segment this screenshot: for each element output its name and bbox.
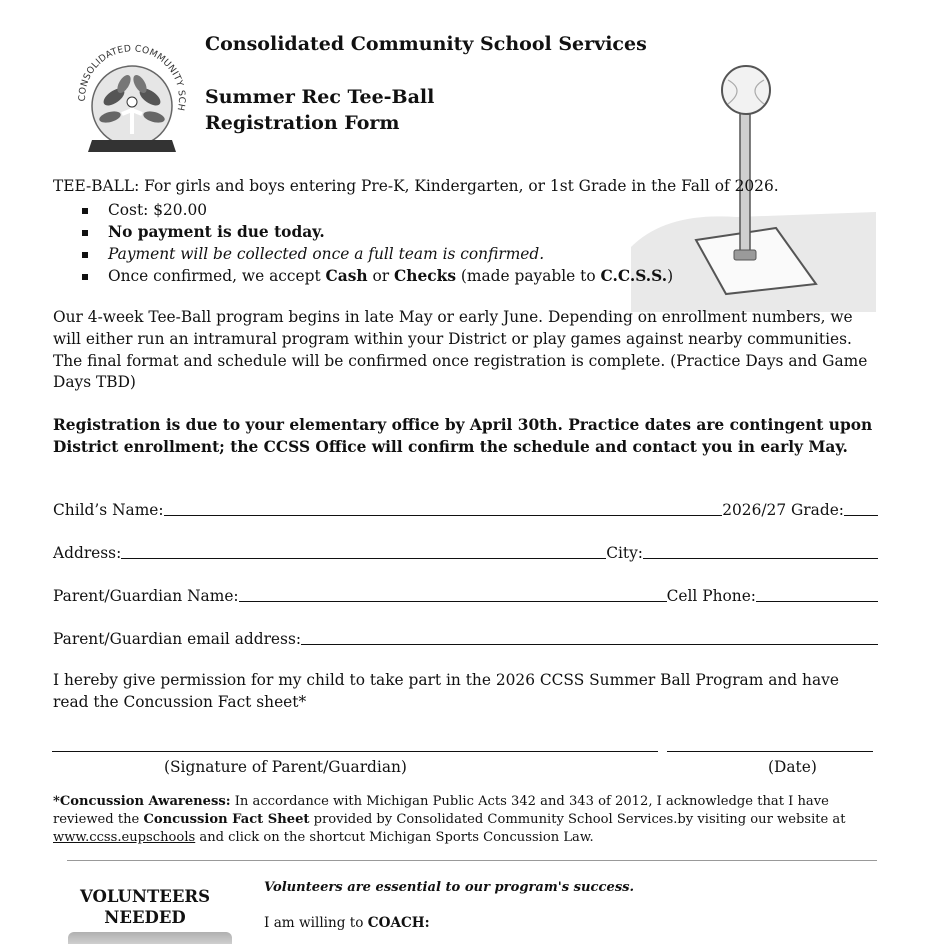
bullet-collected: Payment will be collected once a full team is confirmed. [53,243,673,265]
registration-paragraph: Registration is due to your elementary office by April 30th. Practice dates are contingent upon District enrollment; the CCSS Office will confirm the schedule and contact you in early May. [53,416,873,456]
concussion-notice: *Concussion Awareness: In accordance with Michigan Public Acts 342 and 343 of 2012, I acknowledge that I have reviewed the Concussion Fact Sheet provided by Consolidated Community School Services.by visiting our website at www.ccss.eupschools and click on the shortcut Michigan Sports Concussion Law. [53,794,846,846]
cell-phone-field[interactable] [756,601,878,602]
city-field[interactable] [643,558,878,559]
date-label: (Date) [768,758,817,776]
permission-statement: I hereby give permission for my child to take part in the 2026 CCSS Summer Ball Program and have read the Concussion Fact sheet* [53,671,839,711]
website-link[interactable]: www.ccss.eupschools [53,830,196,846]
grade-field[interactable] [844,515,878,516]
bullet-accept: Once confirmed, we accept Cash or Checks (made payable to C.C.S.S.) [53,265,673,287]
signature-label: (Signature of Parent/Guardian) [164,758,407,776]
email-field[interactable] [301,644,878,645]
volunteer-image [68,932,232,944]
volunteers-heading-line-1: VOLUNTEERS [79,887,211,906]
payment-bullets [53,199,673,287]
date-field[interactable] [667,751,873,752]
intro-lead: TEE-BALL: [53,177,140,195]
cell-phone-label: Cell Phone: [666,587,756,605]
grade-label: 2026/27 Grade: [722,501,844,519]
coach-label: COACH: [367,915,430,931]
email-row [53,626,878,648]
volunteers-note: Volunteers are essential to our program's success. [264,880,635,895]
program-paragraph: Our 4-week Tee-Ball program begins in late May or early June. Depending on enrollment numbers, we will either run an intramural program within your District or play games against nearby communities. The final format and schedule will be confirmed once registration is complete. (Practice Days and Game Days TBD) [53,308,868,392]
form-title [205,84,434,136]
intro-text: For girls and boys entering Pre-K, Kindergarten, or 1st Grade in the Fall of 2026. [139,177,779,195]
section-divider [67,860,877,861]
intro-line [53,177,779,195]
city-label: City: [606,544,643,562]
logo-arc-text: CONSOLIDATED COMMUNITY SCH [76,43,188,112]
child-info-row [53,497,878,519]
school-services-logo-icon [72,42,192,162]
organization-name: Consolidated Community School Services [205,33,647,55]
bullet-cost: Cost: $20.00 [53,199,673,221]
address-field[interactable] [121,558,606,559]
signature-field[interactable] [52,751,658,752]
volunteers-heading [60,886,230,928]
address-row [53,540,878,562]
parent-row [53,583,878,605]
address-label: Address: [53,544,122,562]
parent-name-label: Parent/Guardian Name: [53,587,239,605]
volunteers-heading-line-2: NEEDED [104,908,186,927]
coach-line: I am willing to COACH: [264,915,430,931]
child-name-field[interactable] [164,515,723,516]
form-title-line-1: Summer Rec Tee-Ball [205,86,435,108]
form-title-line-2: Registration Form [205,112,400,134]
email-label: Parent/Guardian email address: [53,630,302,648]
parent-name-field[interactable] [239,601,667,602]
concussion-lead: *Concussion Awareness: [53,794,231,809]
fact-sheet-name: Concussion Fact Sheet [143,812,310,828]
bullet-no-payment: No payment is due today. [53,221,673,243]
child-name-label: Child’s Name: [53,501,164,519]
